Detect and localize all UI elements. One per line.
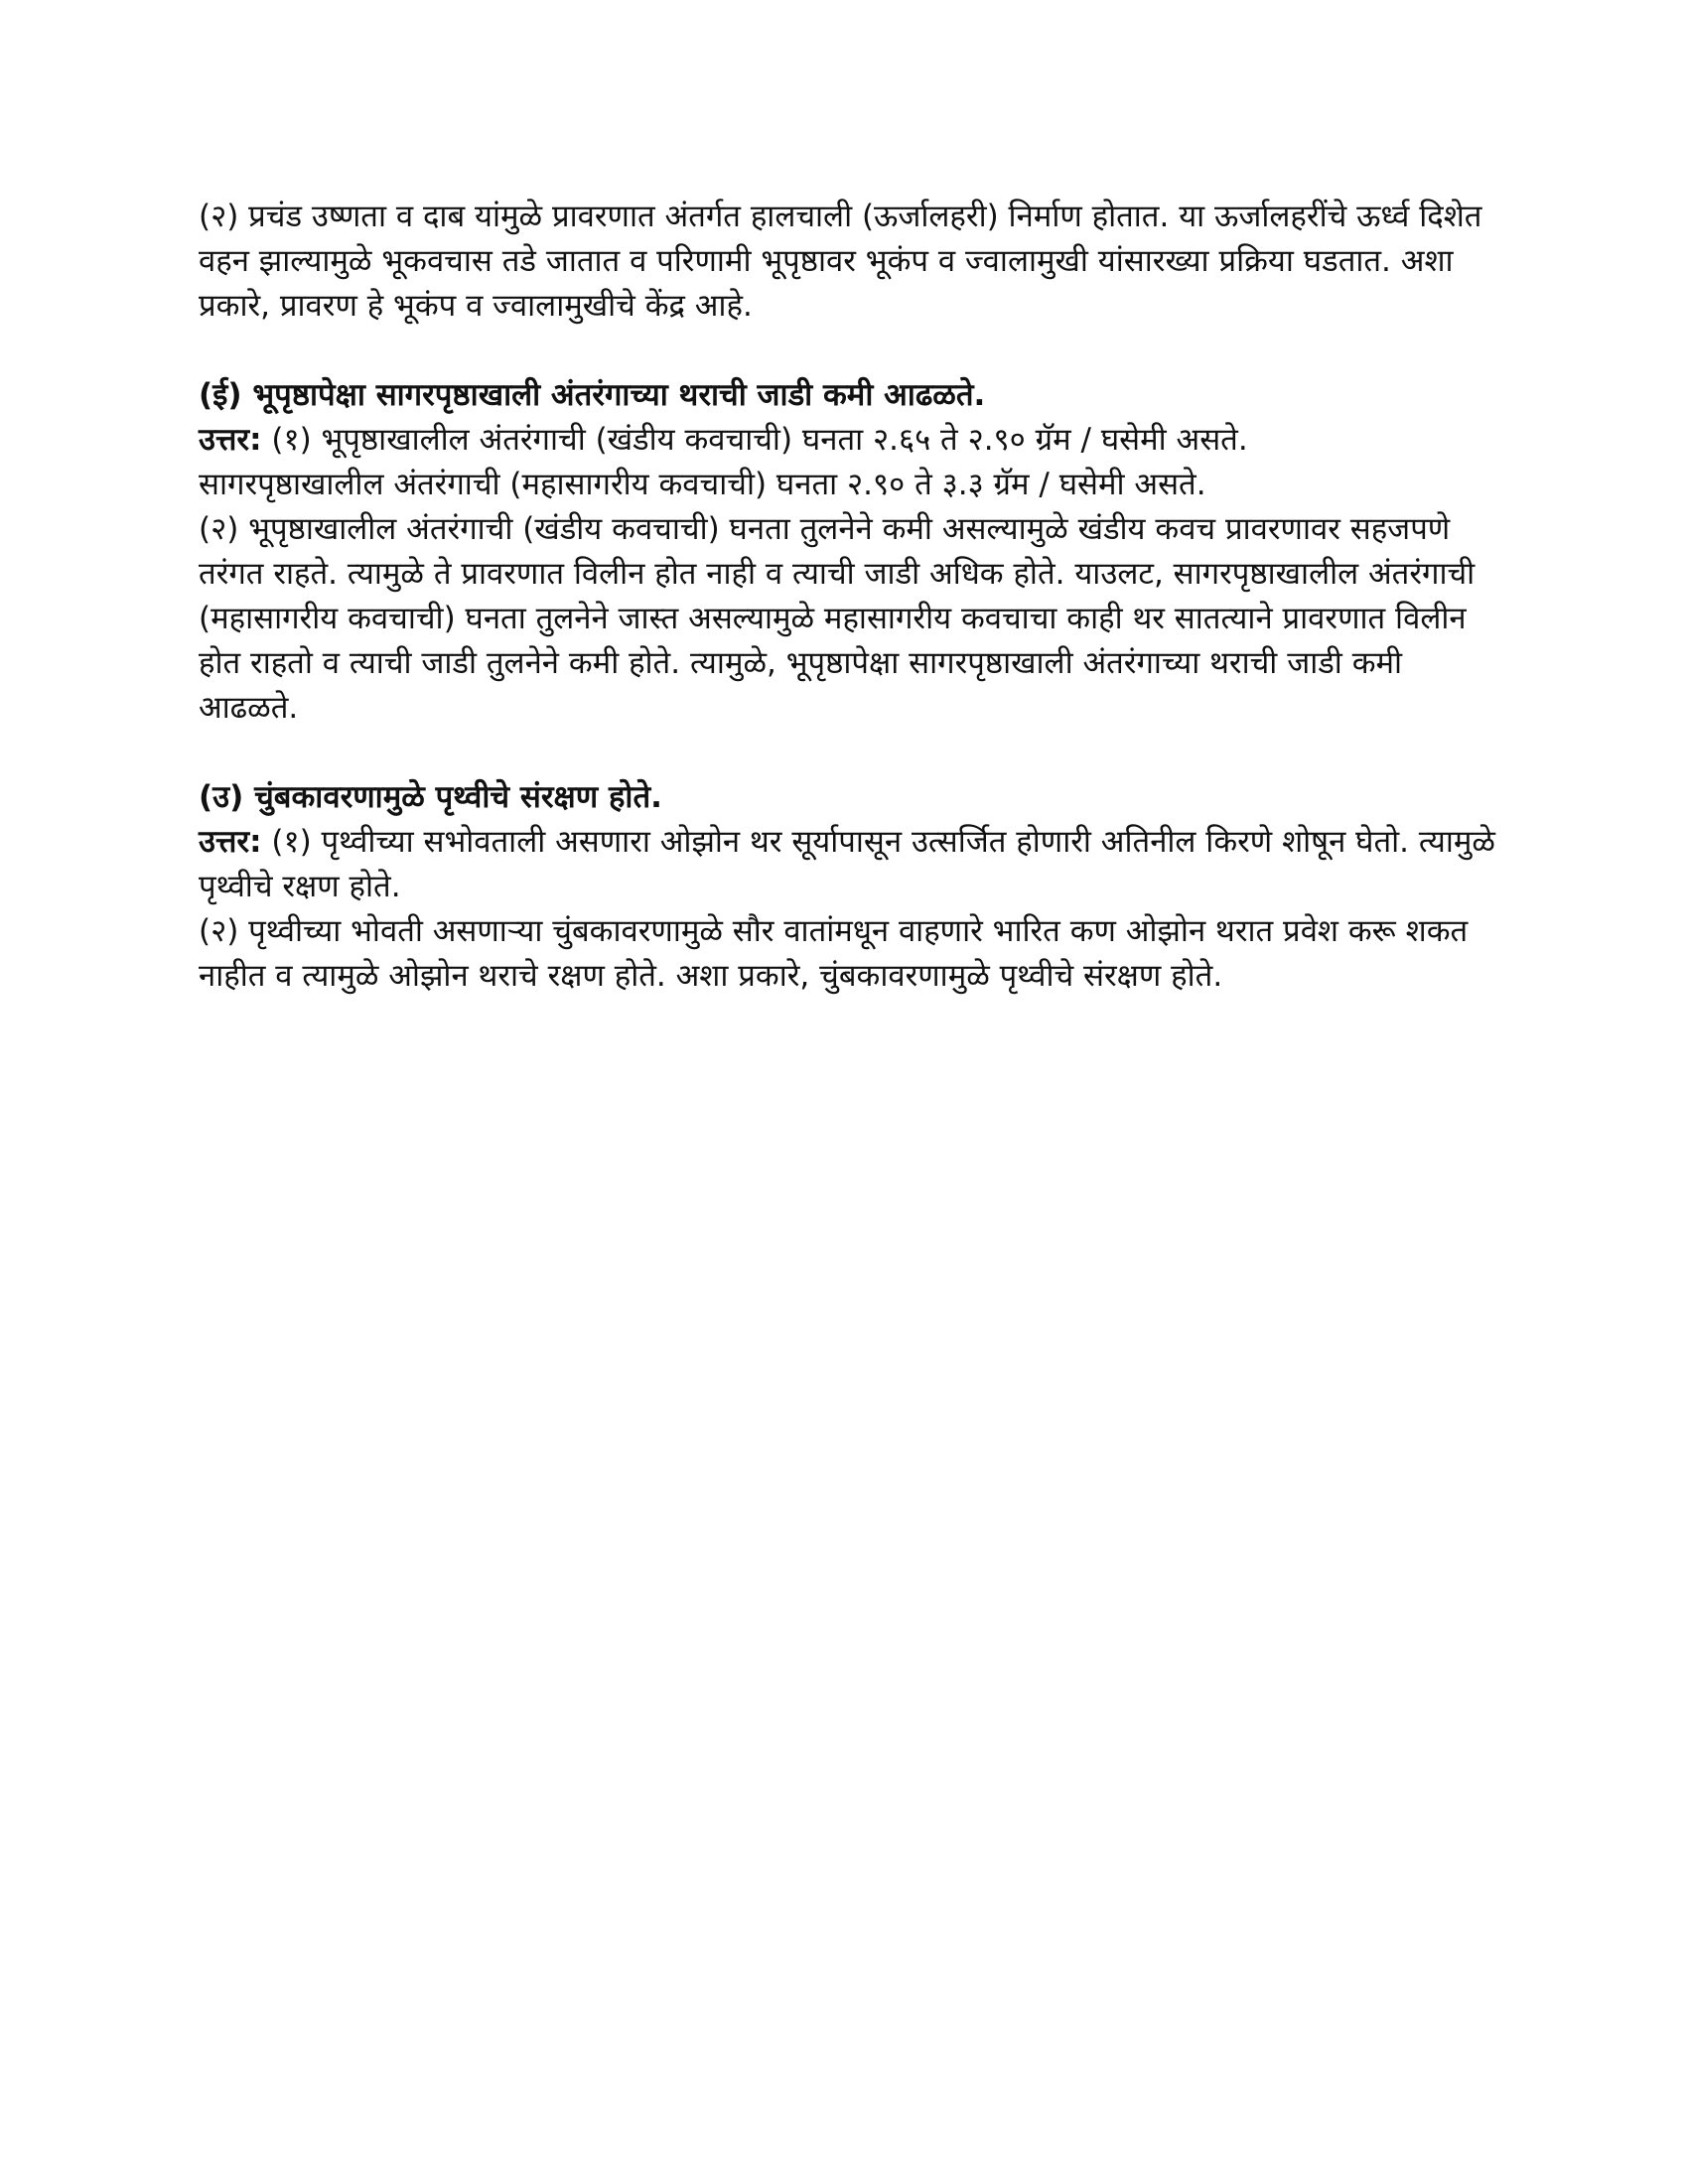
answer-point-2: (२) प्रचंड उष्णता व दाब यांमुळे प्रावरणात अंतर्गत हालचाली (ऊर्जालहरी) निर्माण होतात. या ऊर्जालहरींचे ऊर्ध्व दिशेत वहन झाल्यामुळे भूकवचास तडे जातात व परिणामी भूपृष्ठावर भूकंप व ज्वालामुखी यांसारख्या प्रक्रिया घडतात. अशा प्रकारे, प्रावरण हे भूकंप व ज्वालामुखीचे केंद्र आहे. xyxy=(199,199,1482,324)
question-heading-e: (ई) भूपृष्ठापेक्षा सागरपृष्ठाखाली अंतरंगाच्या थराची जाडी कमी आढळते. xyxy=(199,377,986,413)
answer-point-1-text: (१) पृथ्वीच्या सभोवताली असणारा ओझोन थर सूर्यापासून उत्सर्जित होणारी अतिनील किरणे शोषून घेतो. त्यामुळे पृथ्वीचे रक्षण होते. xyxy=(199,824,1495,904)
answer-point-1 xyxy=(199,820,1499,909)
answer-point-1-text: (१) भूपृष्ठाखालील अंतरंगाची (खंडीय कवचाची) घनता २.६५ ते २.९० ग्रॅम / घसेमी असते. xyxy=(261,422,1248,458)
section-e xyxy=(199,373,1499,731)
section-mantle-answer xyxy=(199,195,1499,329)
answer-point-2: (२) भूपृष्ठाखालील अंतरंगाची (खंडीय कवचाची) घनता तुलनेने कमी असल्यामुळे खंडीय कवच प्रावरणावर सहजपणे तरंगत राहते. त्यामुळे ते प्रावरणात विलीन होत नाही व त्याची जाडी अधिक होते. याउलट, सागरपृष्ठाखालील अंतरंगाची (महासागरीय कवचाची) घनता तुलनेने जास्त असल्यामुळे महासागरीय कवचाचा काही थर सातत्याने प्रावरणात विलीन होत राहतो व त्याची जाडी तुलनेने कमी होते. त्यामुळे, भूपृष्ठापेक्षा सागरपृष्ठाखाली अंतरंगाच्या थराची जाडी कमी आढळते. xyxy=(199,511,1476,726)
answer-point-1 xyxy=(199,418,1499,463)
answer-point-2: (२) पृथ्वीच्या भोवती असणाऱ्या चुंबकावरणामुळे सौर वातांमधून वाहणारे भारित कण ओझोन थरात प्रवेश करू शकत नाहीत व त्यामुळे ओझोन थराचे रक्षण होते. अशा प्रकारे, चुंबकावरणामुळे पृथ्वीचे संरक्षण होते. xyxy=(199,913,1469,994)
document-page xyxy=(199,195,1499,1043)
answer-label: उत्तर: xyxy=(199,422,262,458)
section-u xyxy=(199,775,1499,999)
question-heading-u: (उ) चुंबकावरणामुळे पृथ्वीचे संरक्षण होते. xyxy=(199,779,662,815)
answer-point-1-continued: सागरपृष्ठाखालील अंतरंगाची (महासागरीय कवचाची) घनता २.९० ते ३.३ ग्रॅम / घसेमी असते. xyxy=(199,467,1206,502)
answer-label: उत्तर: xyxy=(199,824,262,860)
